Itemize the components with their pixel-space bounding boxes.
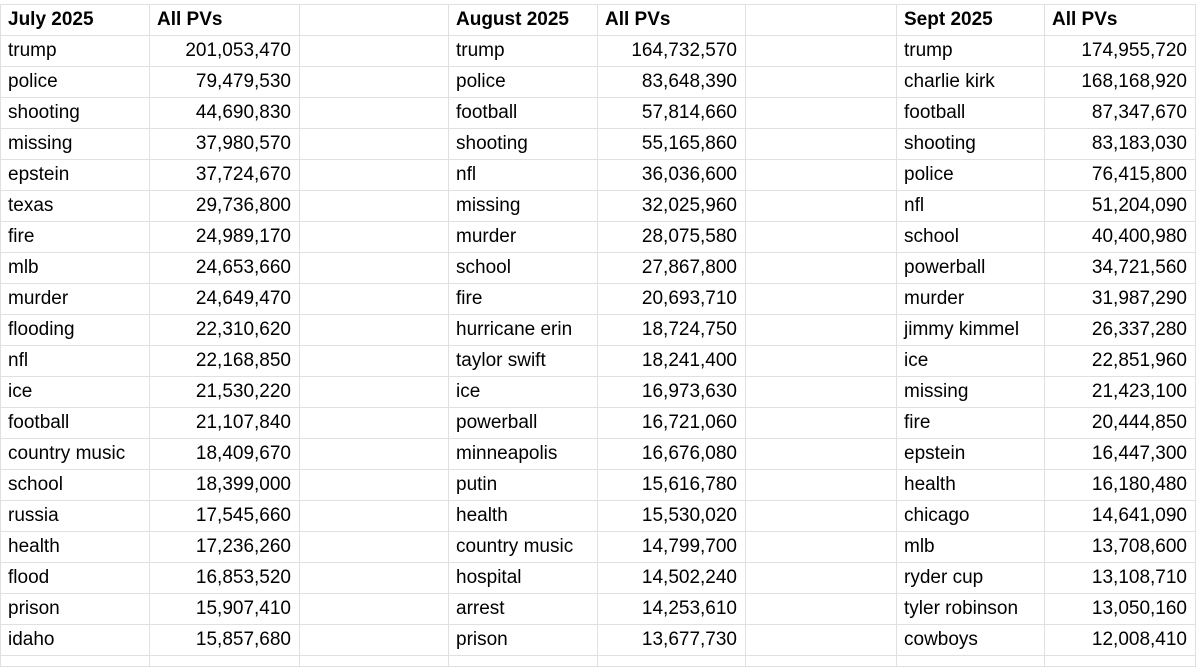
pv-cell[interactable]: 13,108,710 [1045, 563, 1196, 594]
empty-cell[interactable] [300, 315, 449, 346]
empty-cell[interactable] [150, 656, 300, 667]
term-cell[interactable]: nfl [1, 346, 150, 377]
pv-cell[interactable]: 20,693,710 [598, 284, 746, 315]
pv-cell[interactable]: 21,423,100 [1045, 377, 1196, 408]
empty-cell[interactable] [897, 656, 1045, 667]
pv-cell[interactable]: 12,008,410 [1045, 625, 1196, 656]
term-cell[interactable]: football [897, 98, 1045, 129]
pv-cell[interactable]: 15,616,780 [598, 470, 746, 501]
pv-cell[interactable]: 22,851,960 [1045, 346, 1196, 377]
term-cell[interactable]: football [1, 408, 150, 439]
empty-cell[interactable] [300, 98, 449, 129]
term-cell[interactable]: prison [449, 625, 598, 656]
metric-header-cell[interactable]: All PVs [1045, 5, 1196, 36]
term-cell[interactable]: shooting [449, 129, 598, 160]
term-cell[interactable]: shooting [897, 129, 1045, 160]
term-cell[interactable]: murder [1, 284, 150, 315]
pv-cell[interactable]: 16,973,630 [598, 377, 746, 408]
table-row [1, 284, 1196, 315]
term-cell[interactable]: flooding [1, 315, 150, 346]
pv-cell[interactable]: 27,867,800 [598, 253, 746, 284]
pv-cell[interactable]: 14,641,090 [1045, 501, 1196, 532]
pv-cell[interactable]: 164,732,570 [598, 36, 746, 67]
term-cell[interactable]: powerball [449, 408, 598, 439]
empty-cell[interactable] [746, 408, 897, 439]
pv-cell[interactable]: 40,400,980 [1045, 222, 1196, 253]
term-cell[interactable]: football [449, 98, 598, 129]
empty-cell[interactable] [300, 253, 449, 284]
term-cell[interactable]: minneapolis [449, 439, 598, 470]
term-cell[interactable]: school [449, 253, 598, 284]
term-cell[interactable]: idaho [1, 625, 150, 656]
pv-cell[interactable]: 29,736,800 [150, 191, 300, 222]
table-row [1, 191, 1196, 222]
pv-cell[interactable]: 37,724,670 [150, 160, 300, 191]
pv-cell[interactable]: 26,337,280 [1045, 315, 1196, 346]
pv-cell[interactable]: 22,168,850 [150, 346, 300, 377]
table-row [1, 532, 1196, 563]
table-row [1, 67, 1196, 98]
pv-cell[interactable]: 15,857,680 [150, 625, 300, 656]
term-cell[interactable]: epstein [1, 160, 150, 191]
table-row [1, 253, 1196, 284]
empty-cell[interactable] [746, 191, 897, 222]
pv-cell[interactable]: 83,648,390 [598, 67, 746, 98]
pv-cell[interactable]: 79,479,530 [150, 67, 300, 98]
term-cell[interactable]: health [1, 532, 150, 563]
empty-cell[interactable] [746, 656, 897, 667]
pv-cell[interactable]: 15,530,020 [598, 501, 746, 532]
table-row [1, 439, 1196, 470]
pv-cell[interactable]: 21,107,840 [150, 408, 300, 439]
pv-cell[interactable]: 24,649,470 [150, 284, 300, 315]
spreadsheet-grid [0, 4, 1196, 667]
term-cell[interactable]: arrest [449, 594, 598, 625]
empty-cell[interactable] [746, 98, 897, 129]
pv-cell[interactable]: 57,814,660 [598, 98, 746, 129]
empty-cell[interactable] [300, 439, 449, 470]
term-cell[interactable]: police [897, 160, 1045, 191]
term-cell[interactable]: cowboys [897, 625, 1045, 656]
pv-cell[interactable]: 16,853,520 [150, 563, 300, 594]
pv-cell[interactable]: 37,980,570 [150, 129, 300, 160]
term-cell[interactable]: murder [449, 222, 598, 253]
pv-cell[interactable]: 17,236,260 [150, 532, 300, 563]
pv-cell[interactable]: 51,204,090 [1045, 191, 1196, 222]
pv-cell[interactable]: 87,347,670 [1045, 98, 1196, 129]
term-cell[interactable]: school [1, 470, 150, 501]
empty-cell[interactable] [300, 67, 449, 98]
term-cell[interactable]: jimmy kimmel [897, 315, 1045, 346]
empty-cell[interactable] [746, 346, 897, 377]
pv-cell[interactable]: 24,653,660 [150, 253, 300, 284]
term-cell[interactable]: texas [1, 191, 150, 222]
empty-cell[interactable] [300, 532, 449, 563]
empty-cell[interactable] [746, 439, 897, 470]
term-cell[interactable]: fire [449, 284, 598, 315]
term-cell[interactable]: trump [1, 36, 150, 67]
term-cell[interactable]: health [897, 470, 1045, 501]
empty-cell[interactable] [300, 656, 449, 667]
empty-cell[interactable] [746, 253, 897, 284]
empty-cell[interactable] [300, 625, 449, 656]
empty-cell[interactable] [300, 160, 449, 191]
table-row [1, 625, 1196, 656]
term-cell[interactable]: murder [897, 284, 1045, 315]
term-cell[interactable]: missing [897, 377, 1045, 408]
empty-cell[interactable] [300, 377, 449, 408]
empty-cell[interactable] [746, 5, 897, 36]
pv-cell[interactable]: 20,444,850 [1045, 408, 1196, 439]
pv-cell[interactable]: 55,165,860 [598, 129, 746, 160]
term-cell[interactable]: country music [449, 532, 598, 563]
term-cell[interactable]: country music [1, 439, 150, 470]
table-row [1, 594, 1196, 625]
empty-cell[interactable] [449, 656, 598, 667]
term-cell[interactable]: ice [897, 346, 1045, 377]
pv-cell[interactable]: 24,989,170 [150, 222, 300, 253]
metric-header-cell[interactable]: All PVs [598, 5, 746, 36]
pv-cell[interactable]: 16,180,480 [1045, 470, 1196, 501]
pv-cell[interactable]: 32,025,960 [598, 191, 746, 222]
term-cell[interactable]: ice [1, 377, 150, 408]
table-row [1, 656, 1196, 667]
term-cell[interactable]: flood [1, 563, 150, 594]
term-cell[interactable]: fire [897, 408, 1045, 439]
month-header-cell[interactable]: August 2025 [449, 5, 598, 36]
empty-cell[interactable] [300, 501, 449, 532]
pv-cell[interactable]: 13,708,600 [1045, 532, 1196, 563]
pv-cell[interactable]: 16,676,080 [598, 439, 746, 470]
empty-cell[interactable] [300, 470, 449, 501]
term-cell[interactable]: missing [1, 129, 150, 160]
pv-cell[interactable]: 36,036,600 [598, 160, 746, 191]
empty-cell[interactable] [746, 315, 897, 346]
empty-cell[interactable] [746, 625, 897, 656]
table-row [1, 501, 1196, 532]
term-cell[interactable]: tyler robinson [897, 594, 1045, 625]
empty-cell[interactable] [300, 36, 449, 67]
empty-cell[interactable] [746, 284, 897, 315]
pv-cell[interactable]: 28,075,580 [598, 222, 746, 253]
term-cell[interactable]: nfl [897, 191, 1045, 222]
table-row [1, 98, 1196, 129]
term-cell[interactable]: powerball [897, 253, 1045, 284]
table-row [1, 36, 1196, 67]
pv-cell[interactable]: 14,799,700 [598, 532, 746, 563]
term-cell[interactable]: ryder cup [897, 563, 1045, 594]
pv-cell[interactable]: 18,409,670 [150, 439, 300, 470]
empty-cell[interactable] [300, 5, 449, 36]
term-cell[interactable]: epstein [897, 439, 1045, 470]
term-cell[interactable]: missing [449, 191, 598, 222]
empty-cell[interactable] [746, 470, 897, 501]
pv-cell[interactable]: 174,955,720 [1045, 36, 1196, 67]
empty-cell[interactable] [300, 594, 449, 625]
pv-cell[interactable]: 31,987,290 [1045, 284, 1196, 315]
pv-cell[interactable]: 168,168,920 [1045, 67, 1196, 98]
empty-cell[interactable] [300, 346, 449, 377]
term-cell[interactable]: hospital [449, 563, 598, 594]
table-row [1, 315, 1196, 346]
pv-cell[interactable]: 18,399,000 [150, 470, 300, 501]
empty-cell[interactable] [300, 191, 449, 222]
metric-header-cell[interactable]: All PVs [150, 5, 300, 36]
term-cell[interactable]: russia [1, 501, 150, 532]
term-cell[interactable]: health [449, 501, 598, 532]
term-cell[interactable]: chicago [897, 501, 1045, 532]
empty-cell[interactable] [746, 36, 897, 67]
empty-cell[interactable] [598, 656, 746, 667]
term-cell[interactable]: police [449, 67, 598, 98]
pv-cell[interactable]: 14,253,610 [598, 594, 746, 625]
pv-cell[interactable]: 76,415,800 [1045, 160, 1196, 191]
table-row [1, 222, 1196, 253]
term-cell[interactable]: school [897, 222, 1045, 253]
empty-cell[interactable] [1, 656, 150, 667]
table-row [1, 408, 1196, 439]
empty-cell[interactable] [746, 222, 897, 253]
header-row [1, 5, 1196, 36]
pv-cell[interactable]: 34,721,560 [1045, 253, 1196, 284]
term-cell[interactable]: mlb [1, 253, 150, 284]
empty-cell[interactable] [300, 284, 449, 315]
pv-cell[interactable]: 44,690,830 [150, 98, 300, 129]
grid-body [1, 5, 1196, 667]
empty-cell[interactable] [746, 160, 897, 191]
table-row [1, 563, 1196, 594]
pv-cell[interactable]: 21,530,220 [150, 377, 300, 408]
empty-cell[interactable] [746, 129, 897, 160]
table-row [1, 377, 1196, 408]
term-cell[interactable]: trump [897, 36, 1045, 67]
empty-cell[interactable] [300, 563, 449, 594]
pv-cell[interactable]: 83,183,030 [1045, 129, 1196, 160]
empty-cell[interactable] [746, 594, 897, 625]
term-cell[interactable]: shooting [1, 98, 150, 129]
term-cell[interactable]: taylor swift [449, 346, 598, 377]
month-header-cell[interactable]: July 2025 [1, 5, 150, 36]
term-cell[interactable]: charlie kirk [897, 67, 1045, 98]
empty-cell[interactable] [746, 377, 897, 408]
empty-cell[interactable] [746, 532, 897, 563]
pv-cell[interactable]: 13,050,160 [1045, 594, 1196, 625]
empty-cell[interactable] [300, 222, 449, 253]
term-cell[interactable]: prison [1, 594, 150, 625]
term-cell[interactable]: mlb [897, 532, 1045, 563]
pv-cell[interactable]: 14,502,240 [598, 563, 746, 594]
term-cell[interactable]: trump [449, 36, 598, 67]
pv-cell[interactable]: 16,721,060 [598, 408, 746, 439]
table-row [1, 160, 1196, 191]
pv-cell[interactable]: 18,241,400 [598, 346, 746, 377]
term-cell[interactable]: police [1, 67, 150, 98]
table-row [1, 346, 1196, 377]
pv-cell[interactable]: 22,310,620 [150, 315, 300, 346]
term-cell[interactable]: ice [449, 377, 598, 408]
empty-cell[interactable] [300, 408, 449, 439]
pv-cell[interactable]: 13,677,730 [598, 625, 746, 656]
month-header-cell[interactable]: Sept 2025 [897, 5, 1045, 36]
empty-cell[interactable] [746, 563, 897, 594]
empty-cell[interactable] [1045, 656, 1196, 667]
term-cell[interactable]: hurricane erin [449, 315, 598, 346]
pv-cell[interactable]: 201,053,470 [150, 36, 300, 67]
pv-cell[interactable]: 15,907,410 [150, 594, 300, 625]
pv-cell[interactable]: 16,447,300 [1045, 439, 1196, 470]
table-row [1, 129, 1196, 160]
empty-cell[interactable] [746, 501, 897, 532]
empty-cell[interactable] [300, 129, 449, 160]
table-row [1, 470, 1196, 501]
term-cell[interactable]: fire [1, 222, 150, 253]
empty-cell[interactable] [746, 67, 897, 98]
term-cell[interactable]: nfl [449, 160, 598, 191]
term-cell[interactable]: putin [449, 470, 598, 501]
pv-cell[interactable]: 18,724,750 [598, 315, 746, 346]
pv-cell[interactable]: 17,545,660 [150, 501, 300, 532]
